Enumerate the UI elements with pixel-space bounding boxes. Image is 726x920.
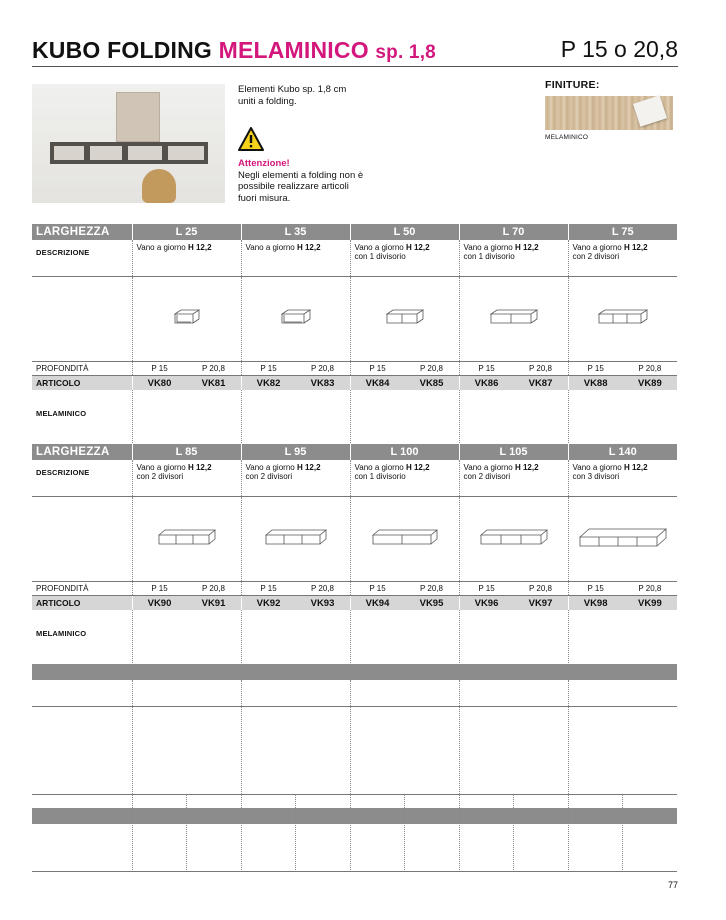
shelf-unit-icon	[577, 525, 669, 549]
empty-table-header	[32, 664, 677, 680]
article-label: ARTICOLO	[32, 376, 132, 391]
article-label: ARTICOLO	[32, 596, 132, 611]
depth-cell: P 15 P 20,8	[350, 582, 459, 596]
finish-label: MELAMINICO	[32, 390, 132, 458]
illustration-row	[32, 497, 677, 582]
width-cell: L 85	[132, 444, 241, 460]
article-cell: VK84 VK85	[350, 376, 459, 391]
unit-drawing-cell	[132, 497, 241, 582]
width-cell: L 35	[241, 224, 350, 240]
unit-drawing-cell	[568, 277, 677, 362]
depth-row	[32, 362, 677, 376]
description-cell: Vano a giorno H 12,2	[132, 240, 241, 277]
description-cell: Vano a giorno H 12,2 con 1 divisorio	[459, 240, 568, 277]
product-photo	[32, 84, 225, 203]
unit-drawing-cell	[568, 497, 677, 582]
width-row	[32, 444, 677, 460]
width-cell: L 100	[350, 444, 459, 460]
depth-cell: P 15 P 20,8	[132, 362, 241, 376]
page-number: 77	[667, 880, 678, 890]
unit-drawing-cell	[459, 497, 568, 582]
width-cell: L 70	[459, 224, 568, 240]
header-rule	[32, 66, 678, 67]
width-cell: L 25	[132, 224, 241, 240]
width-row	[32, 224, 677, 240]
article-row	[32, 376, 677, 391]
article-cell: VK80 VK81	[132, 376, 241, 391]
finish-swatch-label: MELAMINICO	[545, 134, 589, 141]
unit-drawing-cell	[459, 277, 568, 362]
description-cell: Vano a giorno H 12,2 con 1 divisorio	[350, 460, 459, 497]
description-label: DESCRIZIONE	[32, 240, 132, 277]
warning-box	[238, 158, 368, 204]
width-cell: L 95	[241, 444, 350, 460]
article-row	[32, 596, 677, 611]
width-cell: L 105	[459, 444, 568, 460]
title-accent-sub: sp. 1,8	[375, 42, 436, 63]
empty-table-grid	[32, 680, 677, 872]
photo-pot	[142, 169, 176, 203]
shelf-unit-icon	[263, 527, 329, 547]
description-cell: Vano a giorno H 12,2 con 3 divisori	[568, 460, 677, 497]
finish-label: MELAMINICO	[32, 610, 132, 678]
unit-drawing-cell	[350, 497, 459, 582]
warning-icon	[238, 127, 264, 151]
description-cell: Vano a giorno H 12,2 con 2 divisori	[459, 460, 568, 497]
title-accent: MELAMINICO	[218, 37, 369, 63]
title-main: KUBO FOLDING	[32, 37, 212, 63]
article-cell: VK86 VK87	[459, 376, 568, 391]
depth-cell: P 15 P 20,8	[241, 582, 350, 596]
depth-cell: P 15 P 20,8	[350, 362, 459, 376]
unit-drawing-cell	[350, 277, 459, 362]
warning-title: Attenzione!	[238, 158, 290, 169]
unit-drawing-cell	[132, 277, 241, 362]
depth-label: PROFONDITÀ	[32, 362, 132, 376]
article-cell: VK98 VK99	[568, 596, 677, 611]
unit-drawing-cell	[241, 497, 350, 582]
unit-drawing-cell	[241, 277, 350, 362]
page-title	[32, 37, 436, 64]
depth-header: P 15 o 20,8	[560, 36, 678, 62]
shelf-unit-icon	[478, 527, 550, 547]
shelf-unit-icon	[156, 527, 218, 547]
width-label: LARGHEZZA	[32, 444, 132, 460]
shelf-unit-icon	[596, 308, 650, 326]
illustration-row	[32, 277, 677, 362]
description-cell: Vano a giorno H 12,2 con 2 divisori	[568, 240, 677, 277]
width-label: LARGHEZZA	[32, 224, 132, 240]
depth-cell: P 15 P 20,8	[568, 582, 677, 596]
shelf-unit-icon	[279, 308, 313, 326]
depth-cell: P 15 P 20,8	[459, 582, 568, 596]
article-cell: VK96 VK97	[459, 596, 568, 611]
description-cell: Vano a giorno H 12,2 con 2 divisori	[241, 460, 350, 497]
photo-shelf-unit	[50, 142, 208, 164]
article-cell: VK90 VK91	[132, 596, 241, 611]
depth-cell: P 15 P 20,8	[459, 362, 568, 376]
description-cell: Vano a giorno H 12,2	[241, 240, 350, 277]
width-cell: L 140	[568, 444, 677, 460]
intro-text: Elementi Kubo sp. 1,8 cm uniti a folding.	[238, 84, 347, 107]
shelf-unit-icon	[172, 308, 202, 326]
description-row	[32, 240, 677, 277]
shelf-unit-icon	[488, 308, 540, 326]
depth-row	[32, 582, 677, 596]
description-row	[32, 460, 677, 497]
depth-label: PROFONDITÀ	[32, 582, 132, 596]
shelf-unit-icon	[384, 308, 426, 326]
article-cell: VK88 VK89	[568, 376, 677, 391]
warning-text: Negli elementi a folding non è possibile realizzare articoli fuori misura.	[238, 169, 364, 204]
description-label: DESCRIZIONE	[32, 460, 132, 497]
depth-cell: P 15 P 20,8	[132, 582, 241, 596]
spec-table-2	[32, 444, 677, 678]
width-cell: L 50	[350, 224, 459, 240]
description-cell: Vano a giorno H 12,2 con 1 divisorio	[350, 240, 459, 277]
photo-wall-cabinet	[116, 92, 160, 142]
article-cell: VK82 VK83	[241, 376, 350, 391]
description-cell: Vano a giorno H 12,2 con 2 divisori	[132, 460, 241, 497]
shelf-unit-icon	[370, 527, 440, 547]
width-cell: L 75	[568, 224, 677, 240]
finishes-title: FINITURE:	[545, 79, 600, 91]
spec-table-1	[32, 224, 677, 458]
article-cell: VK94 VK95	[350, 596, 459, 611]
depth-cell: P 15 P 20,8	[241, 362, 350, 376]
article-cell: VK92 VK93	[241, 596, 350, 611]
depth-cell: P 15 P 20,8	[568, 362, 677, 376]
